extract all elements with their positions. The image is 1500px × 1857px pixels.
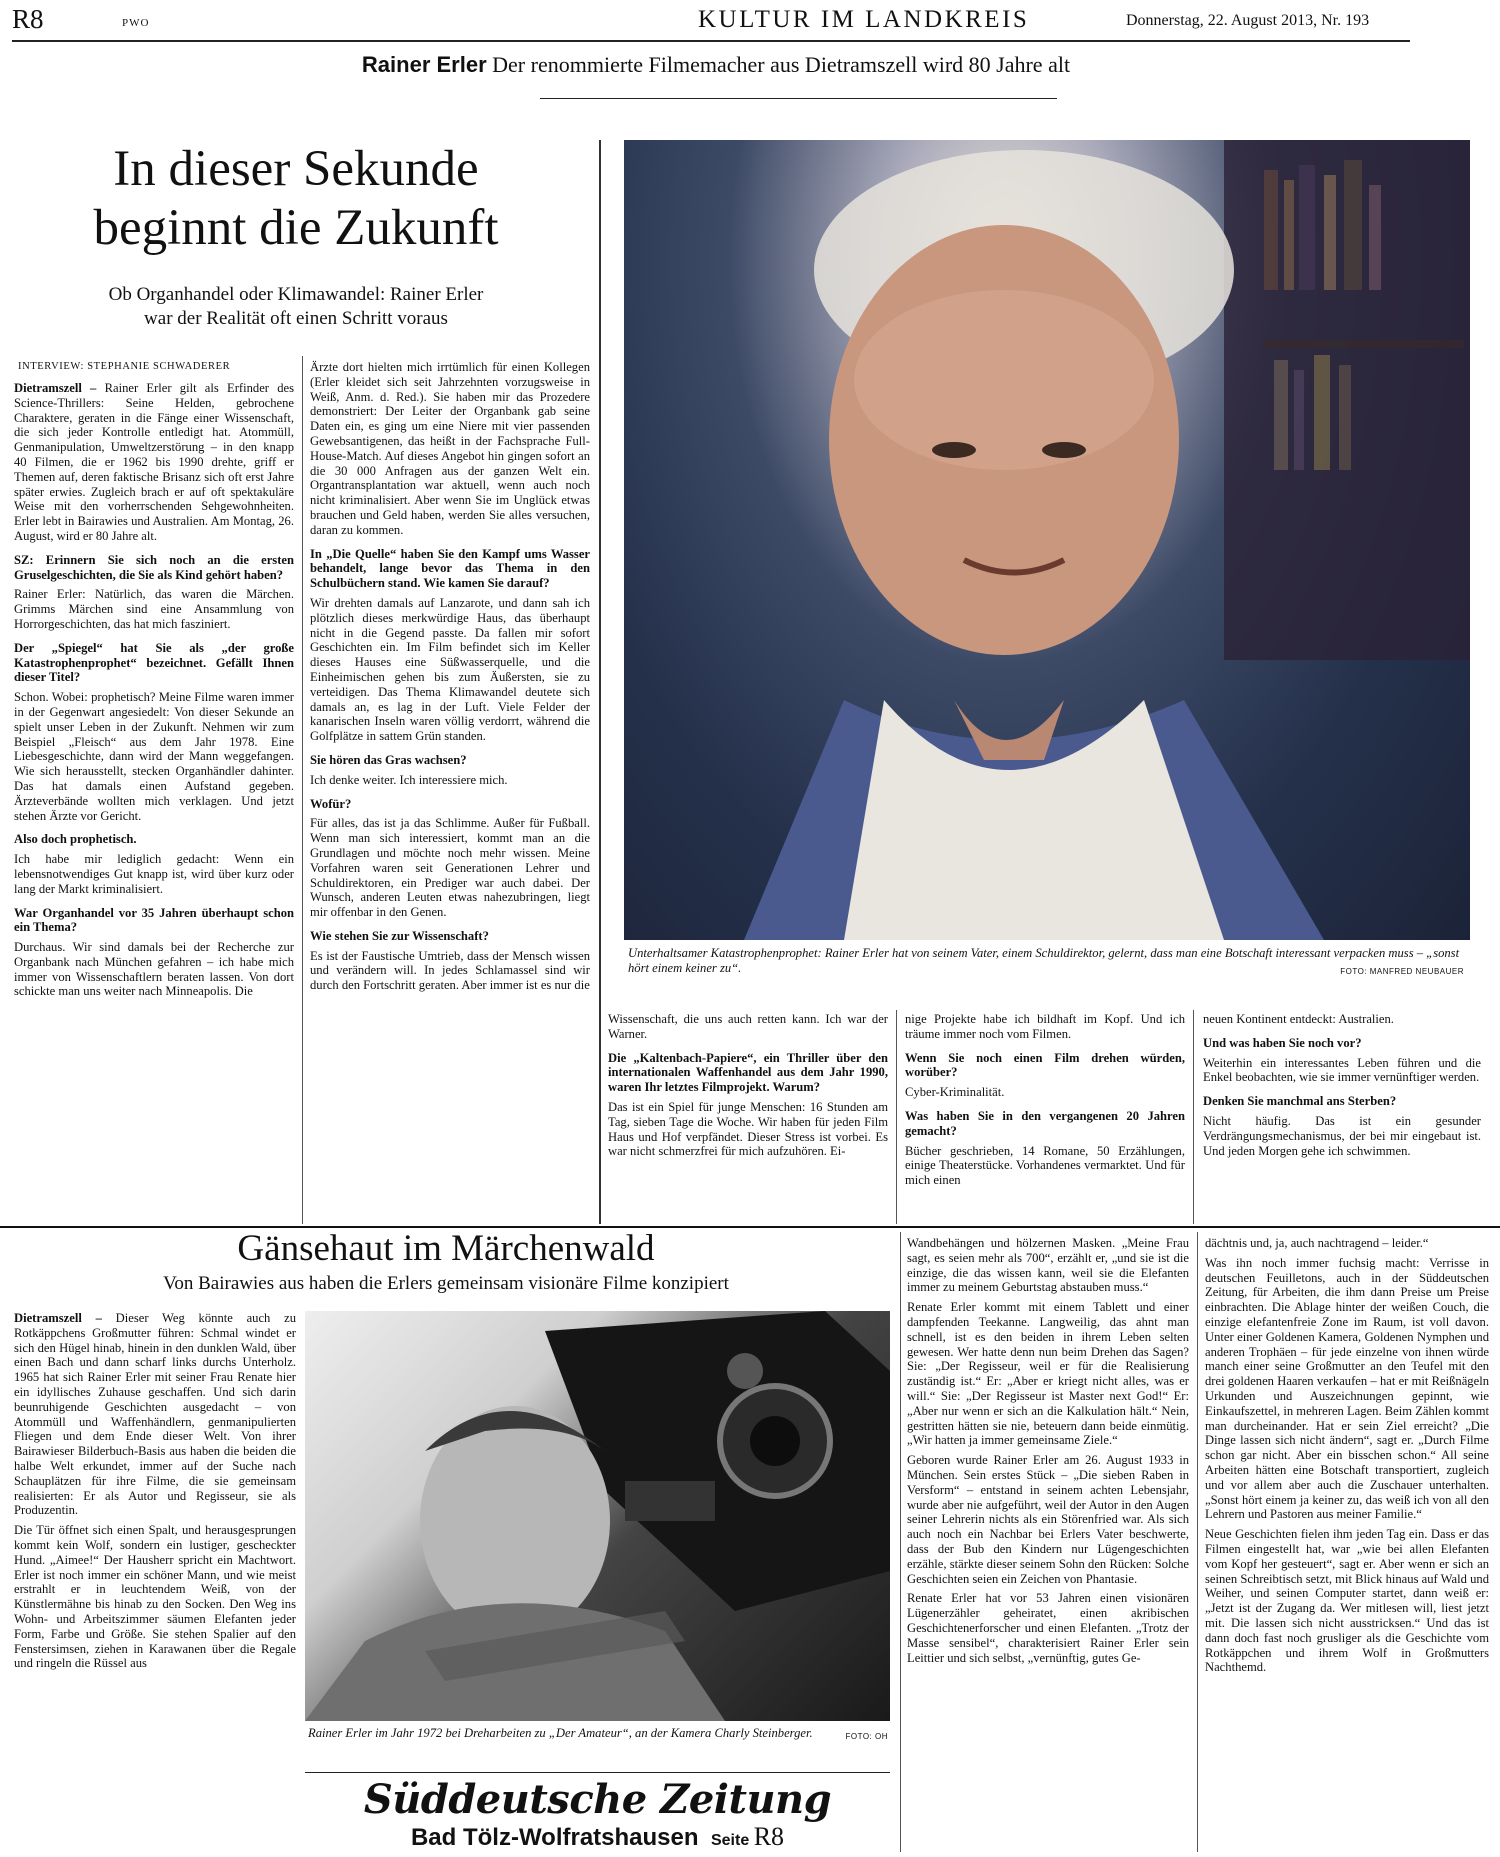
page-number: R8 (12, 4, 44, 34)
paragraph-text: Wissenschaft, die uns auch retten kann. Ich war der Warner. (608, 1012, 888, 1041)
interview-question: Was haben Sie in den vergangenen 20 Jahren gemacht? (905, 1108, 1185, 1138)
paragraph-text: Neue Geschichten fielen ihm jeden Tag ein. Dass er das Filmen eingestellt hat, war „wie bei allen Elefanten vom Kopf her gesteuert“, sagt er. Aber wenn er sich an seinen Schreibtisch setzt, mit Blick hinaus auf Wald und Weiher, und seinen Computer startet, dann weiß er: „Jetzt ist der Zugang da. Wer mitlesen will, liest jetzt mit. Die lassen sich nicht ausstricksen.“ Und das ist dann doch fast noch grusliger als die Geschichte vom Rotkäppchen und ihrem Wolf in Großmutters Nachthemd. (1205, 1527, 1489, 1675)
paragraph (905, 1144, 1185, 1188)
interview-question: Wenn Sie noch einen Film drehen würden, worüber? (905, 1050, 1185, 1080)
paragraph-text: Schon. Wobei: prophetisch? Meine Filme waren immer in der Gegenwart angesiedelt: Von dieser Sekunde an spielt unser Leben in der Zukunft. Nehmen wir zum Beispiel „Fleisch“ aus dem Jahr 1978. Eine Liebesgeschichte, dann wird der Mann weggefangen. Wie sich herausstellt, stecken Organhändler dahinter. Das hat damals einen Aufstand gegeben. Ärzteverbände wollten mich verklagen. Und jetzt stehen Ärzte vor Gericht. (14, 690, 294, 823)
paragraph (907, 1453, 1189, 1586)
headline-line-1: In dieser Sekunde (113, 141, 479, 197)
paragraph (907, 1591, 1189, 1665)
kicker-rule (540, 98, 1057, 99)
paragraph (310, 360, 590, 538)
paragraph-text: Es ist der Faustische Umtrieb, dass der Mensch wissen und verändern will. In jedes Schlamassel sind wir durch den Fortschritt geraten. Aber immer ist es nur die (310, 948, 590, 993)
paragraph-text: Ich habe mir lediglich gedacht: Wenn ein lebensnotwendiges Gut knapp ist, wird über kurz oder lang der Markt kriminalisiert. (14, 852, 294, 896)
column-rule (900, 1232, 901, 1852)
paragraph-text: Ich denke weiter. Ich interessiere mich. (310, 772, 508, 787)
paragraph-text: Renate Erler kommt mit einem Tablett und einer dampfenden Teekanne. Langweilig, das ahnt man schnell, ist es den beiden in ihrem Leben selten gewesen. Wer hatte denn nun beim Drehen das Sagen? Sie: „Der Regisseur, weil er für die Realisierung zuständig ist.“ Er: „Aber er kriegt nicht alles, was er will.“ Sie: „Der Regisseur ist Master next God!“ Er: „Aber nur wenn er sich an die Kalkulation hält.“ Nein, gestritten hätten sie nie, beteuern dann beide einmütig. „Wir hatten ja immer gemeinsame Ziele.“ (907, 1300, 1189, 1448)
paragraph (907, 1300, 1189, 1448)
film-shoot-photo-credit: FOTO: OH (845, 1732, 888, 1741)
paragraph-text: Wandbehängen und hölzernen Masken. „Meine Frau sagt, es seien mehr als 700“, erzählt er, „und sie ist die einzige, die das wissen kann, weil sie die Elefanten immer zu meinem Geburtstag abstauben muss.“ (907, 1236, 1189, 1295)
paragraph (310, 596, 590, 744)
paragraph-text: dächtnis und, ja, auch nachtragend – leider.“ (1205, 1236, 1429, 1250)
article2-headline: Gänsehaut im Märchenwald (237, 1228, 655, 1269)
paragraph (14, 1523, 296, 1671)
article-column-5 (1203, 1012, 1481, 1163)
paragraph-text: neuen Kontinent entdeckt: Australien. (1203, 1012, 1394, 1026)
paragraph-text: Ärzte dort hielten mich irrtümlich für einen Kollegen (Erler kleidet sich seit Jahrzehnten vorzugsweise in Weiß, Anm. d. Red.). Sie haben mir das Prozedere demonstriert: Der Leiter der Organbank gab seine Daten ein, es ging um eine Niere mit vier passenden Gewebsantigenen, das heißt in der Fachsprache Full-House-Match. Auf dieses Angebot hin gingen sofort an die 30 000 Anfragen aus der ganzen Welt ein. Organtransplantation war aktuell, wenn auch noch nicht kriminalisiert. Aber wenn Sie im Unglück etwas brauchen und Geld haben, werden Sie alles versuchen, daran zu kommen. (310, 360, 590, 537)
paragraph-text: Cyber-Kriminalität. (905, 1085, 1005, 1100)
paragraph (14, 1311, 296, 1518)
column-rule (1193, 1010, 1194, 1224)
article-column-2 (310, 360, 590, 998)
header-rule (12, 40, 1410, 42)
headline (12, 140, 580, 258)
paragraph-text: Rainer Erler gilt als Erfinder des Science-Thrillers: Seine Helden, gebrochene Charaktere, geraten in die Fänge einer Wissenschaft, die sich jeder Kontrolle entledigt hat. Atommüll, Genmanipulation, Umweltzerstörung – in den knapp 40 Filmen, die er 1962 bis 1990 drehte, griff er Themen auf, deren faktische Brisanz sich oft erst Jahre später erwies. Zugleich brach er auf oft spektakuläre Weise mit den vorherrschenden Sehgewohnheiten. Erler lebt in Bairawies und Australien. Am Montag, 26. August, wird er 80 Jahre alt. (14, 381, 294, 543)
article-column-4 (905, 1012, 1185, 1193)
paragraph-text: Bücher geschrieben, 14 Romane, 50 Erzählungen, einige Theaterstücke. Vorhandenes vermarktet. Und für mich einen (905, 1143, 1185, 1188)
interview-question: Der „Spiegel“ hat Sie als „der große Katastrophenprophet“ bezeichnet. Gefällt Ihnen dieser Titel? (14, 640, 294, 685)
kicker-name: Rainer Erler (361, 52, 487, 77)
section-title: KULTUR IM LANDKREIS (698, 6, 1030, 33)
article2-column-1 (14, 1311, 296, 1676)
portrait-illustration (624, 140, 1470, 940)
film-shoot-illustration (305, 1311, 890, 1721)
column-rule (1197, 1232, 1198, 1852)
paragraph-text: nige Projekte habe ich bildhaft im Kopf. Und ich träume immer noch vom Filmen. (905, 1012, 1185, 1041)
interview-question: In „Die Quelle“ haben Sie den Kampf ums Wasser behandelt, lange bevor das Thema in den Schulbüchern stand. Wie kamen Sie darauf? (310, 546, 590, 591)
interview-question: Wie stehen Sie zur Wissenschaft? (310, 928, 489, 943)
paragraph (1203, 1012, 1481, 1027)
film-shoot-photo (305, 1311, 890, 1721)
portrait-photo (624, 140, 1470, 940)
paragraph (14, 940, 294, 999)
interview-question: War Organhandel vor 35 Jahren überhaupt schon ein Thema? (14, 905, 294, 935)
dateline: Dietramszell – (14, 381, 97, 395)
kicker (0, 52, 1432, 78)
subheadline-line-1: Ob Organhandel oder Klimawandel: Rainer Erler (108, 284, 484, 305)
paragraph-text: Was ihn noch immer fuchsig macht: Verrisse in deutschen Feuilletons, auch in der Süddeutschen Zeitung, für Arbeiten, die ihm dann Preise um Preise einbrachten. Die Ablage hinter der weißen Couch, die einzige elefantenfreie Zone im Raum, ist voll davon. Unter einer Goldenen Kamera, Goldenen Nymphen und anderen Trophäen – für jede einzelne von ihnen würde manch einer seine Großmutter an den Teufel mit den drei goldenen Haaren verkaufen – hat er mit Reißnägeln Urkunden und Auszeichnungen gepinnt, wie Einkaufszettel, in mehreren Lagen. Beim Zählen kommt man durcheinander. Hat er sein Ziel erreicht? „Die Dinge lassen sich nicht ändern“, sagt er. „Durch Filme schon gar nicht. Aber ein bisschen schon.“ All seine Arbeiten hätten eine Botschaft transportiert, zugleich und vor allem aber auch die Zuschauer unterhalten. „Sonst hört einem ja keiner zu, das weiß ich von all den Lehrern und Pastoren aus meiner Familie.“ (1205, 1255, 1489, 1522)
article2-column-3 (1205, 1236, 1489, 1680)
paragraph (608, 1012, 888, 1042)
masthead-seite-number: R8 (753, 1822, 785, 1851)
masthead-region-name: Bad Tölz-Wolfratshausen (410, 1824, 699, 1851)
portrait-photo-credit: FOTO: MANFRED NEUBAUER (1340, 967, 1464, 976)
masthead-title: Süddeutsche Zeitung (363, 1776, 832, 1823)
subheadline-line-2: war der Realität oft einen Schritt voraus (144, 308, 448, 329)
paragraph (1205, 1527, 1489, 1675)
dateline: Dietramszell – (14, 1311, 102, 1325)
paragraph (907, 1236, 1189, 1295)
interview-question: Und was haben Sie noch vor? (1203, 1035, 1362, 1050)
headline-line-2: beginnt die Zukunft (93, 200, 499, 256)
paragraph (310, 773, 590, 788)
edition-label: PWO (122, 17, 150, 29)
paragraph (1203, 1056, 1481, 1086)
paragraph (608, 1100, 888, 1159)
article2-subheadline: Von Bairawies aus haben die Erlers gemeinsam visionäre Filme konzipiert (163, 1273, 729, 1294)
interview-question: Denken Sie manchmal ans Sterben? (1203, 1094, 1397, 1109)
paragraph (14, 587, 294, 631)
column-rule (599, 140, 601, 1224)
paragraph (310, 949, 590, 993)
interview-question: Sie hören das Gras wachsen? (310, 752, 467, 767)
interview-question: Die „Kaltenbach-Papiere“, ein Thriller über den internationalen Waffenhandel aus dem Jahr 1990, waren Ihr letztes Filmprojekt. Warum? (608, 1050, 888, 1095)
article2-column-2 (907, 1236, 1189, 1670)
byline: INTERVIEW: STEPHANIE SCHWADERER (18, 361, 231, 372)
masthead-seite-label: Seite (710, 1832, 750, 1849)
article-column-3 (608, 1012, 888, 1164)
date-issue: Donnerstag, 22. August 2013, Nr. 193 (1126, 12, 1370, 29)
subheadline (12, 283, 580, 331)
paragraph-text: Das ist ein Spiel für junge Menschen: 16 Stunden am Tag, sieben Tage die Woche. Wir haben für jeden Film Haus und Hof verpfändet. Dieser Stress ist vorbei. Es war nicht schmerzfrei für mich aufzuhören. Ei- (608, 1099, 888, 1159)
paragraph-text: Renate Erler hat vor 53 Jahren einen visionären Lügenerzähler geheiratet, einen akribischen Geschichtenerforscher und einen Elefanten. „Trotz der Masse sensibel“, charakterisiert Rainer Erler sein Leittier und sich selbst, „vernünftig, gutes Ge- (907, 1591, 1189, 1665)
article-column-1 (14, 381, 294, 1004)
paragraph-text: Rainer Erler: Natürlich, das waren die Märchen. Grimms Märchen sind eine Ansammlung von Horrorgeschichten, das hat mich fasziniert. (14, 587, 294, 631)
portrait-caption (628, 946, 1464, 979)
masthead-region (305, 1822, 890, 1852)
film-shoot-caption (308, 1726, 888, 1744)
paragraph-text: Dieser Weg könnte auch zu Rotkäppchens Großmutter führen: Schmal windet er sich den Hügel hinab, hinein in den dunklen Wald, über einen Bach und dann scharf links durchs Unterholz. 1965 hat sich Rainer Erler mit seiner Frau Renate hier ein idyllisches Zuhause geschaffen. Und sich darin beunruhigende Geschichten ausgedacht – von Atommüll und Waffenhändlern, genmanipulierten Fliegen und dem Ende dieser Welt. Von ihrer Bairawieser Bilderbuch-Basis aus haben die beiden die halbe Welt erkundet, immer auf der Suche nach Schauplätzen für ihre Filme, die sie gemeinsam realisierten: Er als Autor und Regisseur, sie als Produzentin. (14, 1311, 296, 1518)
paragraph (905, 1085, 1185, 1100)
film-shoot-caption-text: Rainer Erler im Jahr 1972 bei Dreharbeiten zu „Der Amateur“, an der Kamera Charly Steinberger. (308, 1726, 813, 1740)
column-rule (896, 1010, 897, 1224)
paragraph (905, 1012, 1185, 1042)
paragraph (310, 816, 590, 920)
column-rule (302, 356, 303, 1224)
paragraph (14, 690, 294, 823)
paragraph-text: Geboren wurde Rainer Erler am 26. August 1933 in München. Sein erstes Stück – „Die sieben Raben in Versform“ – entstand in seinem achten Lebensjahr, wurde aber nie aufgeführt, weil der Autor in den Augen seiner Lehrerin nichts als ein Störenfried war. Als sich auch noch ein Nachbar bei Erlers Vater beschwerte, dass der Bub den Kindern nur Lügengeschichten erzähle, stärkte dieser seinem Sohn den Rücken: Solche Geschichten seien ein Zeichen von Phantasie. (907, 1453, 1189, 1586)
paragraph-text: Durchaus. Wir sind damals bei der Recherche zur Organbank nach München gefahren – ich habe mich immer von Wissenschaftlern beraten lassen. Von dort schickte man uns weiter nach Minneapolis. Die (14, 940, 294, 999)
paragraph (14, 381, 294, 544)
paragraph (1205, 1256, 1489, 1522)
interview-question: Wofür? (310, 796, 352, 811)
portrait-caption-text: Unterhaltsamer Katastrophenprophet: Rainer Erler hat von seinem Vater, einem Schuldirektor, gelernt, dass man eine Botschaft interessant verpacken muss – „sonst hört einem keiner zu“. (628, 946, 1460, 975)
interview-question: SZ: Erinnern Sie sich noch an die ersten Gruselgeschichten, die Sie als Kind gehört haben? (14, 552, 294, 582)
masthead-rule (305, 1772, 890, 1773)
paragraph (1205, 1236, 1489, 1251)
paragraph-text: Für alles, das ist ja das Schlimme. Außer für Fußball. Wenn man sich interessiert, kommt man an die Grundlagen und möchte noch mehr wissen. Meine Vorfahren waren seit Generationen Lehrer und Schuldirektoren, ein Prediger war auch dabei. Der Wunsch, anderen Leuten etwas nahezubringen, liegt mir offenbar in den Genen. (310, 816, 590, 920)
paragraph-text: Die Tür öffnet sich einen Spalt, und herausgesprungen kommt kein Wolf, sondern ein lustiger, gescheckter Hund. „Aimee!“ Der Hausherr spricht ein Machtwort. Erler ist noch immer ein schöner Mann, und wie meist erstrahlt er in leuchtendem Weiß, von der Künstlermähne bis hinab zu den Socken. Den Weg ins Wohn- und Arbeitszimmer säumen Elefanten jeder Form, Farbe und Größe. Sie stehen Spalier auf den Fenstersimsen, ziehen in Karawanen über die Regale und ringeln die Rüssel aus (14, 1523, 296, 1671)
interview-question: Also doch prophetisch. (14, 832, 137, 847)
paragraph-text: Wir drehten damals auf Lanzarote, und dann sah ich plötzlich dieses merkwürdige Haus, das überhaupt nicht in die Gegend passte. Da fallen mir sofort Geschichten ein. Im Film befindet sich im Keller dieses Hauses eine Süßwasserquelle, und die Einheimischen gehen bis zum Äußersten, sie zu verteidigen. Das Thema Klimawandel deutete sich damals an, es lag in der Luft. Viele Felder der kanarischen Inseln waren völlig verdorrt, während die Golfplätze in sattem Grün standen. (310, 595, 590, 744)
paragraph-text: Weiterhin ein interessantes Leben führen und die Enkel beobachten, wie sie immer vernünftiger werden. (1203, 1055, 1481, 1085)
paragraph (1203, 1114, 1481, 1158)
paragraph (14, 852, 294, 896)
paragraph-text: Nicht häufig. Das ist ein gesunder Verdrängungsmechanismus, der bei mir eingebaut ist. Und jeden Morgen gehe ich schwimmen. (1203, 1113, 1481, 1158)
kicker-text: Der renommierte Filmemacher aus Dietramszell wird 80 Jahre alt (492, 52, 1071, 77)
